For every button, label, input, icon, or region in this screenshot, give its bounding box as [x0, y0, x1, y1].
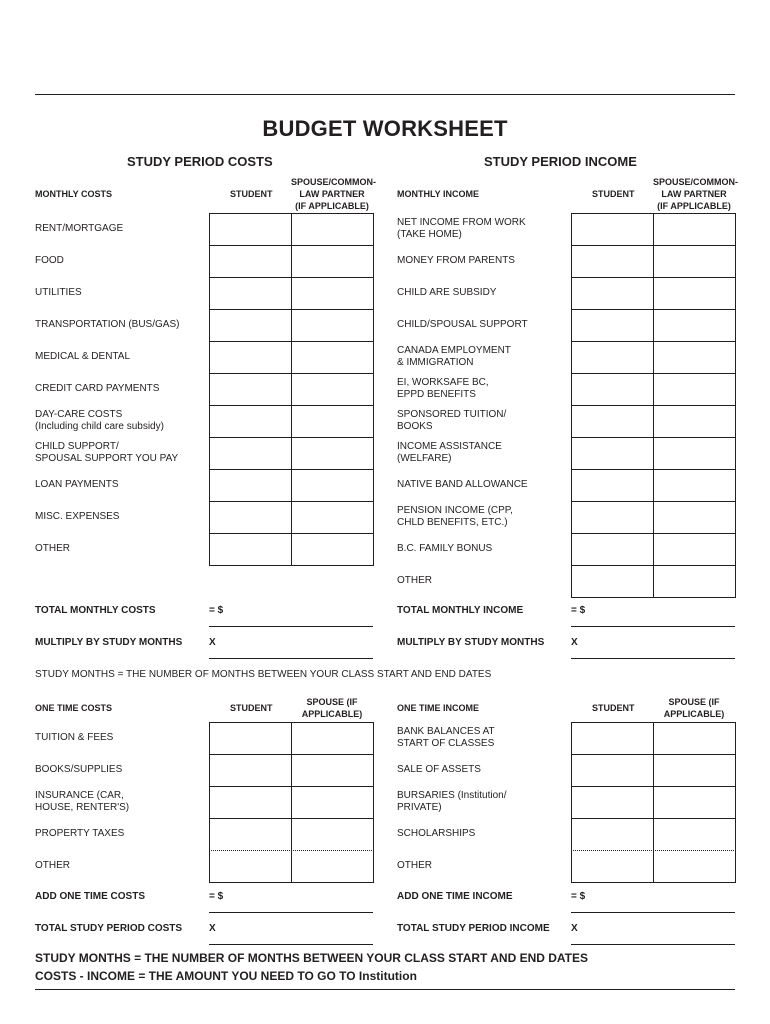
income-spouse-amount-box[interactable] — [653, 437, 736, 470]
income-spouse-amount-box[interactable] — [653, 277, 736, 310]
income-one-time-header: ONE TIME INCOME — [397, 703, 480, 713]
top-rule — [35, 94, 735, 95]
income-monthly-header: MONTHLY INCOME — [397, 189, 480, 199]
costs-monthly-item-label: MEDICAL & DENTAL — [35, 351, 131, 362]
income-total-study-line — [571, 944, 735, 945]
income-monthly-item-label: CHILD ARE SUBSIDY — [397, 287, 497, 298]
income-monthly-item-label: (WELFARE) — [397, 453, 452, 464]
income-student-amount-box[interactable] — [571, 213, 654, 246]
costs-one-time-spouse-box[interactable] — [291, 786, 374, 819]
income-add-one-time-line — [571, 912, 735, 913]
costs-one-time-student-box[interactable] — [209, 786, 292, 819]
costs-multiply-value[interactable]: X — [209, 637, 216, 648]
costs-one-time-spouse-box[interactable] — [291, 850, 374, 883]
costs-spouse-amount-box[interactable] — [291, 469, 374, 502]
income-monthly-item-label: NATIVE BAND ALLOWANCE — [397, 479, 528, 490]
income-student-amount-box[interactable] — [571, 309, 654, 342]
income-monthly-item-label: PENSION INCOME (CPP, — [397, 505, 513, 516]
income-one-time-spouse-box[interactable] — [653, 754, 736, 787]
income-spouse-header: LAW PARTNER — [661, 189, 727, 199]
income-monthly-item-label: BOOKS — [397, 421, 433, 432]
income-spouse-amount-box[interactable] — [653, 309, 736, 342]
income-student-amount-box[interactable] — [571, 245, 654, 278]
costs-monthly-item-label: DAY-CARE COSTS — [35, 409, 123, 420]
income-spouse-header: (IF APPLICABLE) — [657, 201, 731, 211]
costs-student-amount-box[interactable] — [209, 405, 292, 438]
income-monthly-item-label: OTHER — [397, 575, 432, 586]
income-add-one-time-value[interactable]: = $ — [571, 891, 586, 902]
income-total-study-label: TOTAL STUDY PERIOD INCOME — [397, 923, 550, 934]
footer-rule — [35, 989, 735, 990]
costs-spouse-header: (IF APPLICABLE) — [295, 201, 369, 211]
costs-one-time-student-header: STUDENT — [230, 703, 273, 713]
costs-one-time-item-label: PROPERTY TAXES — [35, 828, 125, 839]
income-one-time-spouse-header: SPOUSE (IF — [668, 697, 720, 707]
income-multiply-value[interactable]: X — [571, 637, 578, 648]
income-monthly-item-label: EI, WORKSAFE BC, — [397, 377, 489, 388]
costs-one-time-header: ONE TIME COSTS — [35, 703, 113, 713]
costs-student-amount-box[interactable] — [209, 501, 292, 534]
income-monthly-item-label: EPPD BENEFITS — [397, 389, 476, 400]
income-one-time-student-header: STUDENT — [592, 703, 635, 713]
costs-student-amount-box[interactable] — [209, 277, 292, 310]
income-total-monthly-value[interactable]: = $ — [571, 605, 586, 616]
costs-student-amount-box[interactable] — [209, 309, 292, 342]
costs-monthly-item-label: CREDIT CARD PAYMENTS — [35, 383, 160, 394]
income-one-time-student-box[interactable] — [571, 818, 654, 851]
costs-total-monthly-line — [209, 626, 373, 627]
costs-one-time-item-label: INSURANCE (CAR, — [35, 790, 124, 801]
income-student-amount-box[interactable] — [571, 277, 654, 310]
income-student-amount-box[interactable] — [571, 341, 654, 374]
income-one-time-item-label: OTHER — [397, 860, 432, 871]
income-monthly-item-label: SPONSORED TUITION/ — [397, 409, 507, 420]
income-one-time-spouse-box[interactable] — [653, 818, 736, 851]
costs-spouse-amount-box[interactable] — [291, 405, 374, 438]
costs-student-amount-box[interactable] — [209, 245, 292, 278]
costs-one-time-spouse-box[interactable] — [291, 818, 374, 851]
income-total-study-value[interactable]: X — [571, 923, 578, 934]
costs-monthly-item-label: UTILITIES — [35, 287, 82, 298]
income-spouse-header: SPOUSE/COMMON- — [653, 177, 739, 187]
costs-add-one-time-line — [209, 912, 373, 913]
income-one-time-student-box[interactable] — [571, 850, 654, 883]
income-spouse-amount-box[interactable] — [653, 501, 736, 534]
costs-monthly-item-label: MISC. EXPENSES — [35, 511, 120, 522]
costs-total-study-label: TOTAL STUDY PERIOD COSTS — [35, 923, 183, 934]
costs-one-time-student-box[interactable] — [209, 754, 292, 787]
costs-student-amount-box[interactable] — [209, 213, 292, 246]
costs-one-time-student-box[interactable] — [209, 818, 292, 851]
costs-spouse-amount-box[interactable] — [291, 309, 374, 342]
income-heading: STUDY PERIOD INCOME — [484, 154, 637, 169]
costs-heading: STUDY PERIOD COSTS — [127, 154, 273, 169]
costs-multiply-line — [209, 658, 373, 659]
income-monthly-item-label: NET INCOME FROM WORK — [397, 217, 526, 228]
costs-monthly-item-label: FOOD — [35, 255, 64, 266]
income-one-time-item-label: START OF CLASSES — [397, 738, 495, 749]
income-total-monthly-label: TOTAL MONTHLY INCOME — [397, 605, 524, 616]
income-student-amount-box[interactable] — [571, 437, 654, 470]
footer-line-1: STUDY MONTHS = THE NUMBER OF MONTHS BETWEEN YOUR CLASS START AND END DATES — [35, 951, 589, 965]
costs-one-time-item-label: OTHER — [35, 860, 70, 871]
income-spouse-amount-box[interactable] — [653, 469, 736, 502]
costs-one-time-student-box[interactable] — [209, 850, 292, 883]
income-monthly-item-label: & IMMIGRATION — [397, 357, 474, 368]
income-monthly-item-label: (TAKE HOME) — [397, 229, 462, 240]
costs-total-study-value[interactable]: X — [209, 923, 216, 934]
income-multiply-label: MULTIPLY BY STUDY MONTHS — [397, 637, 545, 648]
costs-monthly-item-label: (Including child care subsidy) — [35, 421, 164, 432]
costs-student-header: STUDENT — [230, 189, 273, 199]
income-monthly-item-label: B.C. FAMILY BONUS — [397, 543, 493, 554]
income-multiply-line — [571, 658, 735, 659]
costs-student-amount-box[interactable] — [209, 469, 292, 502]
income-spouse-amount-box[interactable] — [653, 373, 736, 406]
costs-spouse-amount-box[interactable] — [291, 373, 374, 406]
costs-spouse-amount-box[interactable] — [291, 341, 374, 374]
income-spouse-amount-box[interactable] — [653, 405, 736, 438]
costs-one-time-spouse-box[interactable] — [291, 722, 374, 755]
costs-one-time-item-label: TUITION & FEES — [35, 732, 114, 743]
income-one-time-student-box[interactable] — [571, 786, 654, 819]
costs-monthly-item-label: CHILD SUPPORT/ — [35, 441, 119, 452]
income-one-time-student-box[interactable] — [571, 722, 654, 755]
costs-total-study-line — [209, 944, 373, 945]
costs-spouse-amount-box[interactable] — [291, 277, 374, 310]
income-spouse-amount-box[interactable] — [653, 245, 736, 278]
income-student-amount-box[interactable] — [571, 405, 654, 438]
costs-monthly-item-label: SPOUSAL SUPPORT YOU PAY — [35, 453, 179, 464]
costs-add-one-time-label: ADD ONE TIME COSTS — [35, 891, 146, 902]
income-one-time-item-label: SALE OF ASSETS — [397, 764, 481, 775]
costs-spouse-amount-box[interactable] — [291, 213, 374, 246]
income-one-time-item-label: BANK BALANCES AT — [397, 726, 495, 737]
income-add-one-time-label: ADD ONE TIME INCOME — [397, 891, 513, 902]
income-spouse-amount-box[interactable] — [653, 565, 736, 598]
income-student-amount-box[interactable] — [571, 565, 654, 598]
costs-spouse-amount-box[interactable] — [291, 437, 374, 470]
costs-spouse-header: LAW PARTNER — [299, 189, 365, 199]
costs-one-time-student-box[interactable] — [209, 722, 292, 755]
income-spouse-amount-box[interactable] — [653, 341, 736, 374]
income-student-amount-box[interactable] — [571, 469, 654, 502]
income-total-monthly-line — [571, 626, 735, 627]
income-one-time-spouse-box[interactable] — [653, 786, 736, 819]
costs-monthly-item-label: TRANSPORTATION (BUS/GAS) — [35, 319, 180, 330]
income-student-amount-box[interactable] — [571, 501, 654, 534]
costs-student-amount-box[interactable] — [209, 341, 292, 374]
costs-total-monthly-value[interactable]: = $ — [209, 605, 224, 616]
costs-one-time-spouse-header: SPOUSE (IF — [306, 697, 358, 707]
costs-one-time-item-label: BOOKS/SUPPLIES — [35, 764, 123, 775]
costs-spouse-amount-box[interactable] — [291, 245, 374, 278]
income-student-amount-box[interactable] — [571, 373, 654, 406]
costs-student-amount-box[interactable] — [209, 437, 292, 470]
costs-student-amount-box[interactable] — [209, 533, 292, 566]
costs-one-time-item-label: HOUSE, RENTER'S) — [35, 802, 130, 813]
income-monthly-item-label: INCOME ASSISTANCE — [397, 441, 502, 452]
costs-one-time-spouse-header: APPLICABLE) — [301, 709, 363, 719]
income-monthly-item-label: MONEY FROM PARENTS — [397, 255, 515, 266]
costs-total-monthly-label: TOTAL MONTHLY COSTS — [35, 605, 156, 616]
income-one-time-spouse-box[interactable] — [653, 722, 736, 755]
income-one-time-student-box[interactable] — [571, 754, 654, 787]
income-monthly-item-label: CANADA EMPLOYMENT — [397, 345, 511, 356]
page-title: BUDGET WORKSHEET — [262, 116, 508, 141]
costs-student-amount-box[interactable] — [209, 373, 292, 406]
costs-monthly-header: MONTHLY COSTS — [35, 189, 113, 199]
costs-monthly-item-label: OTHER — [35, 543, 70, 554]
income-one-time-item-label: BURSARIES (Institution/ — [397, 790, 507, 801]
income-one-time-spouse-box[interactable] — [653, 850, 736, 883]
income-spouse-amount-box[interactable] — [653, 533, 736, 566]
study-months-note: STUDY MONTHS = THE NUMBER OF MONTHS BETWEEN YOUR CLASS START AND END DATES — [35, 669, 492, 680]
costs-add-one-time-value[interactable]: = $ — [209, 891, 224, 902]
income-one-time-spouse-header: APPLICABLE) — [663, 709, 725, 719]
costs-spouse-amount-box[interactable] — [291, 533, 374, 566]
costs-multiply-label: MULTIPLY BY STUDY MONTHS — [35, 637, 183, 648]
costs-monthly-item-label: LOAN PAYMENTS — [35, 479, 119, 490]
income-student-amount-box[interactable] — [571, 533, 654, 566]
income-spouse-amount-box[interactable] — [653, 213, 736, 246]
costs-monthly-item-label: RENT/MORTGAGE — [35, 223, 124, 234]
costs-spouse-amount-box[interactable] — [291, 501, 374, 534]
income-student-header: STUDENT — [592, 189, 635, 199]
income-monthly-item-label: CHILD/SPOUSAL SUPPORT — [397, 319, 528, 330]
income-one-time-item-label: PRIVATE) — [397, 802, 442, 813]
costs-spouse-header: SPOUSE/COMMON- — [291, 177, 377, 187]
income-one-time-item-label: SCHOLARSHIPS — [397, 828, 476, 839]
income-monthly-item-label: CHLD BENEFITS, ETC.) — [397, 517, 508, 528]
footer-line-2: COSTS - INCOME = THE AMOUNT YOU NEED TO GO TO Institution — [35, 969, 417, 983]
costs-one-time-spouse-box[interactable] — [291, 754, 374, 787]
